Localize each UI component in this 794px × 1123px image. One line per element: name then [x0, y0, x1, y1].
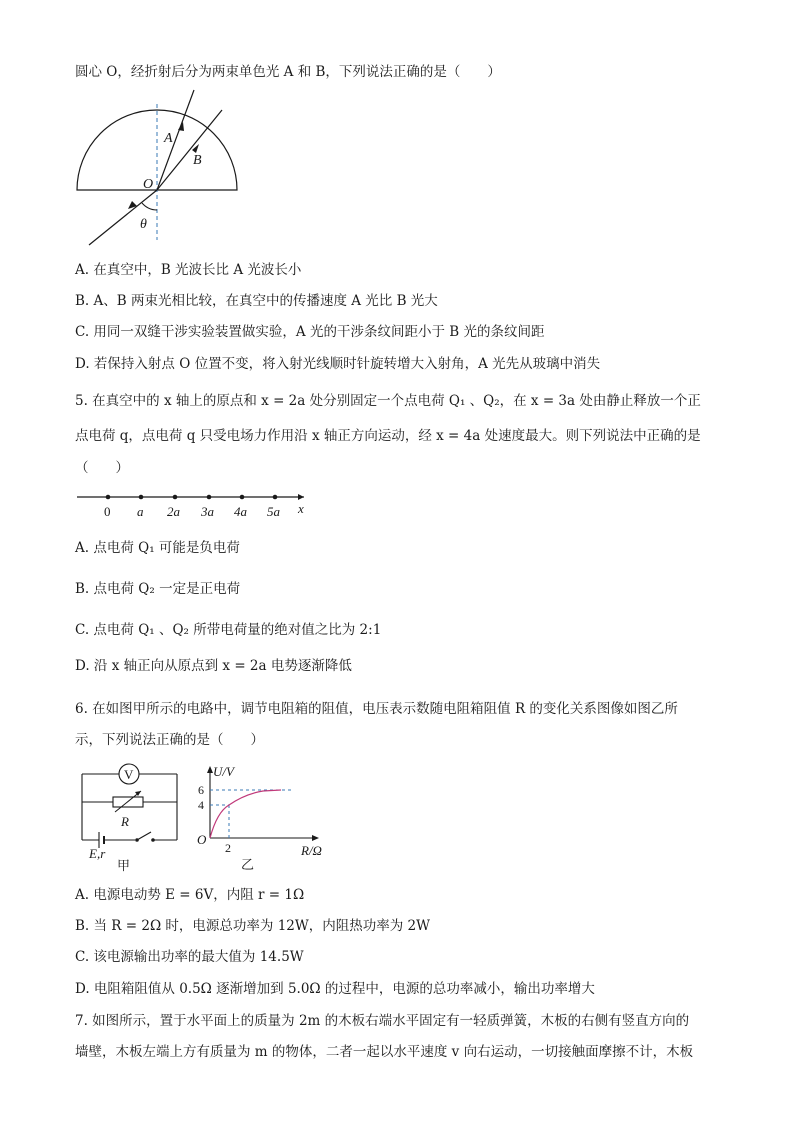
q5-option-a: A. 点电荷 Q₁ 可能是负电荷	[75, 540, 240, 556]
origin-label: O	[197, 832, 207, 847]
ytick-6: 6	[198, 783, 204, 797]
q6-graph-figure	[193, 760, 333, 872]
axis-point-3a	[207, 495, 212, 500]
axis-point-4a	[240, 495, 245, 500]
tick-label-a: a	[137, 504, 144, 519]
tick-label-4a: 4a	[234, 504, 247, 519]
x-axis-arrow	[298, 494, 304, 500]
q4-option-d: D. 若保持入射点 O 位置不变，将入射光线顺时针旋转增大入射角，A 光先从玻璃中消失	[75, 356, 601, 372]
tick-label-0: 0	[104, 504, 111, 519]
q6-stem-line2: 示，下列说法正确的是（ ）	[75, 732, 264, 748]
q4-option-a: A. 在真空中，B 光波长比 A 光波长小	[75, 262, 302, 278]
q5-stem-line1: 5. 在真空中的 x 轴上的原点和 x = 2a 处分别固定一个点电荷 Q₁ 、Q₂，在 x = 3a 处由静止释放一个正	[75, 393, 701, 409]
x-axis-label: R/Ω	[301, 843, 322, 858]
q5-option-d: D. 沿 x 轴正向从原点到 x = 2a 电势逐渐降低	[75, 658, 352, 674]
axis-point-0	[106, 495, 111, 500]
q5-option-b: B. 点电荷 Q₂ 一定是正电荷	[75, 581, 241, 597]
resistor-label: R	[121, 814, 129, 829]
q7-stem-line1: 7. 如图所示，置于水平面上的质量为 2m 的木板右端水平固定有一轻质弹簧，木板的右侧有竖直方向的	[75, 1013, 690, 1029]
y-axis-label: U/V	[213, 764, 234, 779]
q4-stem: 圆心 O，经折射后分为两束单色光 A 和 B，下列说法正确的是（ ）	[75, 64, 501, 80]
q7-stem-line2: 墙壁，木板左端上方有质量为 m 的物体，二者一起以水平速度 v 向右运动，一切接触面摩擦不计，木板	[75, 1044, 694, 1060]
label-o: O	[143, 177, 154, 192]
q5-stem-line2: 点电荷 q，点电荷 q 只受电场力作用沿 x 轴正方向运动，经 x = 4a 处速度最大。则下列说法中正确的是	[75, 428, 701, 444]
axis-point-a	[139, 495, 144, 500]
q6-circuit-figure	[77, 762, 192, 872]
circuit-caption: 甲	[117, 858, 131, 872]
q6-option-a: A. 电源电动势 E = 6V，内阻 r = 1Ω	[75, 887, 305, 903]
source-label: E,r	[89, 846, 106, 861]
xtick-2: 2	[225, 841, 231, 855]
q5-x-axis-figure	[72, 485, 322, 525]
x-axis-label: x	[298, 501, 304, 516]
tick-label-5a: 5a	[267, 504, 280, 519]
tick-label-2a: 2a	[167, 504, 180, 519]
q5-option-c: C. 点电荷 Q₁ 、Q₂ 所带电荷量的绝对值之比为 2:1	[75, 622, 382, 638]
ray-a-arrow	[178, 122, 184, 131]
label-a: A	[164, 131, 173, 146]
q4-option-b: B. A、B 两束光相比较，在真空中的传播速度 A 光比 B 光大	[75, 293, 438, 309]
voltage-curve	[210, 790, 281, 838]
ray-a	[157, 90, 194, 190]
tick-label-3a: 3a	[201, 504, 214, 519]
axis-point-2a	[173, 495, 178, 500]
switch-icon	[137, 832, 151, 840]
q6-option-d: D. 电阻箱阻值从 0.5Ω 逐渐增加到 5.0Ω 的过程中，电源的总功率减小，输出功率增大	[75, 981, 595, 997]
voltmeter-label: V	[124, 767, 134, 782]
axis-point-5a	[273, 495, 278, 500]
graph-caption: 乙	[241, 857, 255, 872]
q4-option-c: C. 用同一双缝干涉实验装置做实验，A 光的干涉条纹间距小于 B 光的条纹间距	[75, 324, 545, 340]
q6-option-c: C. 该电源输出功率的最大值为 14.5W	[75, 949, 304, 965]
q5-stem-line3: （ ）	[75, 460, 129, 476]
q6-option-b: B. 当 R = 2Ω 时，电源总功率为 12W，内阻热功率为 2W	[75, 918, 431, 934]
label-b: B	[193, 153, 202, 168]
theta-arc	[142, 203, 157, 210]
q4-refraction-figure	[72, 82, 272, 252]
ytick-4: 4	[198, 798, 204, 812]
ray-b	[157, 110, 222, 190]
q6-stem-line1: 6. 在如图甲所示的电路中，调节电阻箱的阻值，电压表示数随电阻箱阻值 R 的变化关系图像如图乙所	[75, 701, 678, 717]
label-theta: θ	[140, 217, 147, 232]
